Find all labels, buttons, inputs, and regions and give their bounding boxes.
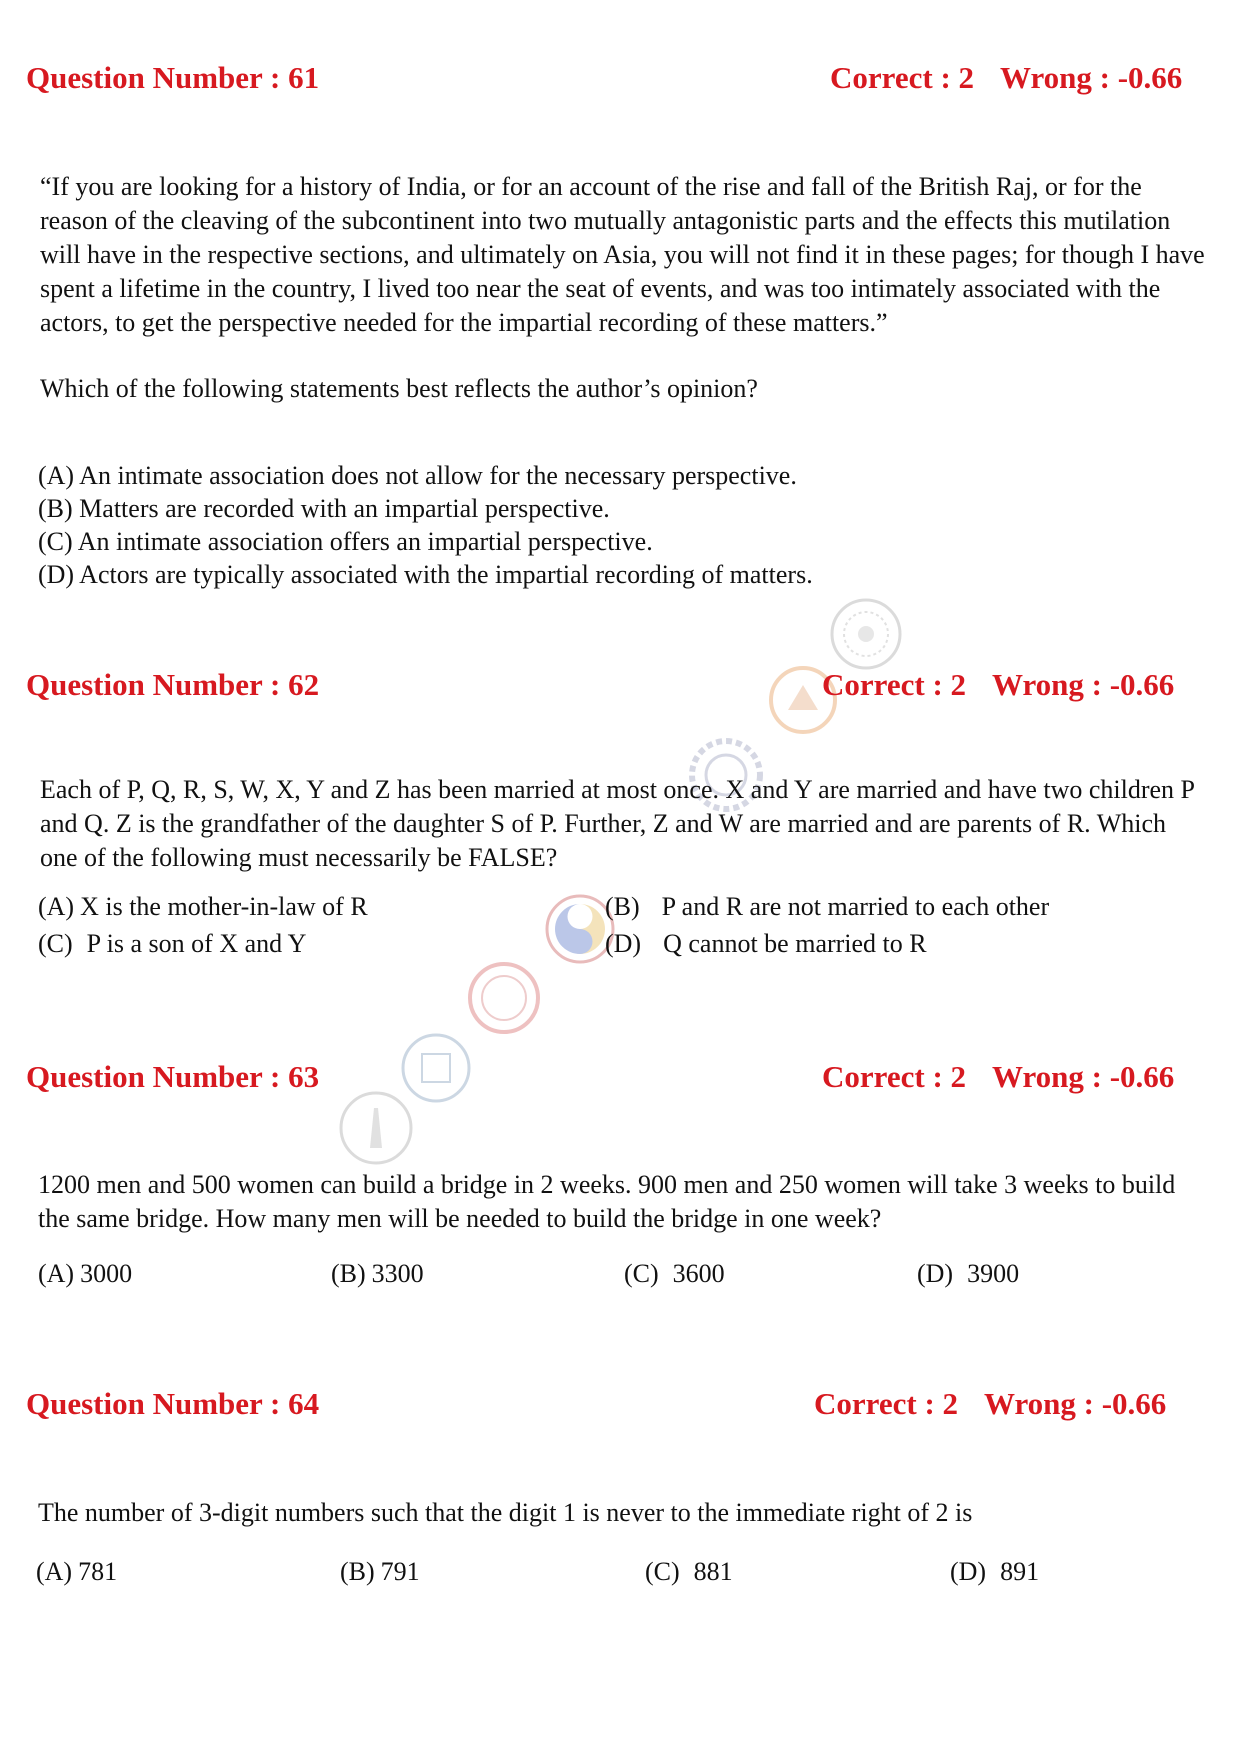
question-61-options: [38, 459, 813, 591]
correct-marks: Correct : 2: [822, 667, 967, 702]
tower-seal-icon: [336, 1088, 416, 1168]
option-c[interactable]: (C) 3600: [624, 1259, 725, 1288]
option-d[interactable]: (D) Q cannot be married to R: [605, 929, 927, 958]
option-d[interactable]: (D) 3900: [917, 1259, 1020, 1288]
option-b[interactable]: (B) P and R are not married to each other: [605, 892, 1050, 921]
option-a[interactable]: (A) X is the mother-in-law of R: [38, 892, 368, 921]
option-b[interactable]: (B) Matters are recorded with an impartial perspective.: [38, 494, 610, 523]
question-64-passage: [38, 1496, 1208, 1530]
option-d[interactable]: (D) 891: [950, 1557, 1040, 1586]
correct-marks: Correct : 2: [830, 60, 975, 95]
question-62-header: [26, 667, 1206, 707]
option-a[interactable]: (A) An intimate association does not allow for the necessary perspective.: [38, 461, 797, 490]
red-seal-icon: [466, 960, 542, 1036]
question-61-passage: [40, 170, 1210, 406]
question-61-header: [26, 60, 1206, 100]
question-number: Question Number : 61: [26, 60, 320, 95]
question-prompt: Which of the following statements best reflects the author’s opinion?: [40, 374, 758, 403]
option-c[interactable]: (C) P is a son of X and Y: [38, 929, 307, 958]
marking-scheme: [814, 1386, 1166, 1422]
institute-seal-icon: [828, 596, 904, 672]
option-c[interactable]: (C) 881: [645, 1557, 733, 1586]
question-62-passage: [40, 773, 1210, 875]
wrong-marks: Wrong : -0.66: [992, 667, 1175, 702]
correct-marks: Correct : 2: [814, 1386, 959, 1421]
question-63-passage: [38, 1168, 1208, 1236]
question-63-header: [26, 1059, 1206, 1099]
passage-text: Each of P, Q, R, S, W, X, Y and Z has been married at most once. X and Y are married and have two children P and Q. Z is the grandfather of the daughter S of P. Further, Z and W are married and are parents of R. Which one of the following must necessarily be FALSE?: [40, 775, 1195, 872]
passage-text: 1200 men and 500 women can build a bridge in 2 weeks. 900 men and 250 women will take 3 weeks to build the same bridge. How many men will be needed to build the bridge in one week?: [38, 1170, 1176, 1233]
option-a[interactable]: (A) 3000: [38, 1259, 133, 1288]
option-d[interactable]: (D) Actors are typically associated with the impartial recording of matters.: [38, 560, 813, 589]
question-number: Question Number : 64: [26, 1386, 320, 1421]
passage-text: “If you are looking for a history of India, or for an account of the rise and fall of the British Raj, or for the reason of the cleaving of the subcontinent into two mutually antagonistic parts and the effects this mutilation will have in the respective sections, and ultimately on Asia, you will not find it in these pages; for though I have spent a lifetime in the country, I lived too near the seat of events, and was too intimately associated with the actors, to get the perspective needed for the impartial recording of these matters.”: [40, 172, 1205, 337]
wrong-marks: Wrong : -0.66: [984, 1386, 1167, 1421]
option-b[interactable]: (B) 791: [340, 1557, 420, 1586]
option-b[interactable]: (B) 3300: [331, 1259, 424, 1288]
question-number: Question Number : 62: [26, 667, 320, 702]
wrong-marks: Wrong : -0.66: [992, 1059, 1175, 1094]
marking-scheme: [822, 667, 1174, 703]
question-number: Question Number : 63: [26, 1059, 320, 1094]
wrong-marks: Wrong : -0.66: [1000, 60, 1183, 95]
correct-marks: Correct : 2: [822, 1059, 967, 1094]
option-a[interactable]: (A) 781: [36, 1557, 118, 1586]
option-c[interactable]: (C) An intimate association offers an impartial perspective.: [38, 527, 653, 556]
marking-scheme: [822, 1059, 1174, 1095]
passage-text: The number of 3-digit numbers such that the digit 1 is never to the immediate right of 2 is: [38, 1498, 973, 1527]
question-64-header: [26, 1386, 1206, 1426]
marking-scheme: [830, 60, 1182, 96]
